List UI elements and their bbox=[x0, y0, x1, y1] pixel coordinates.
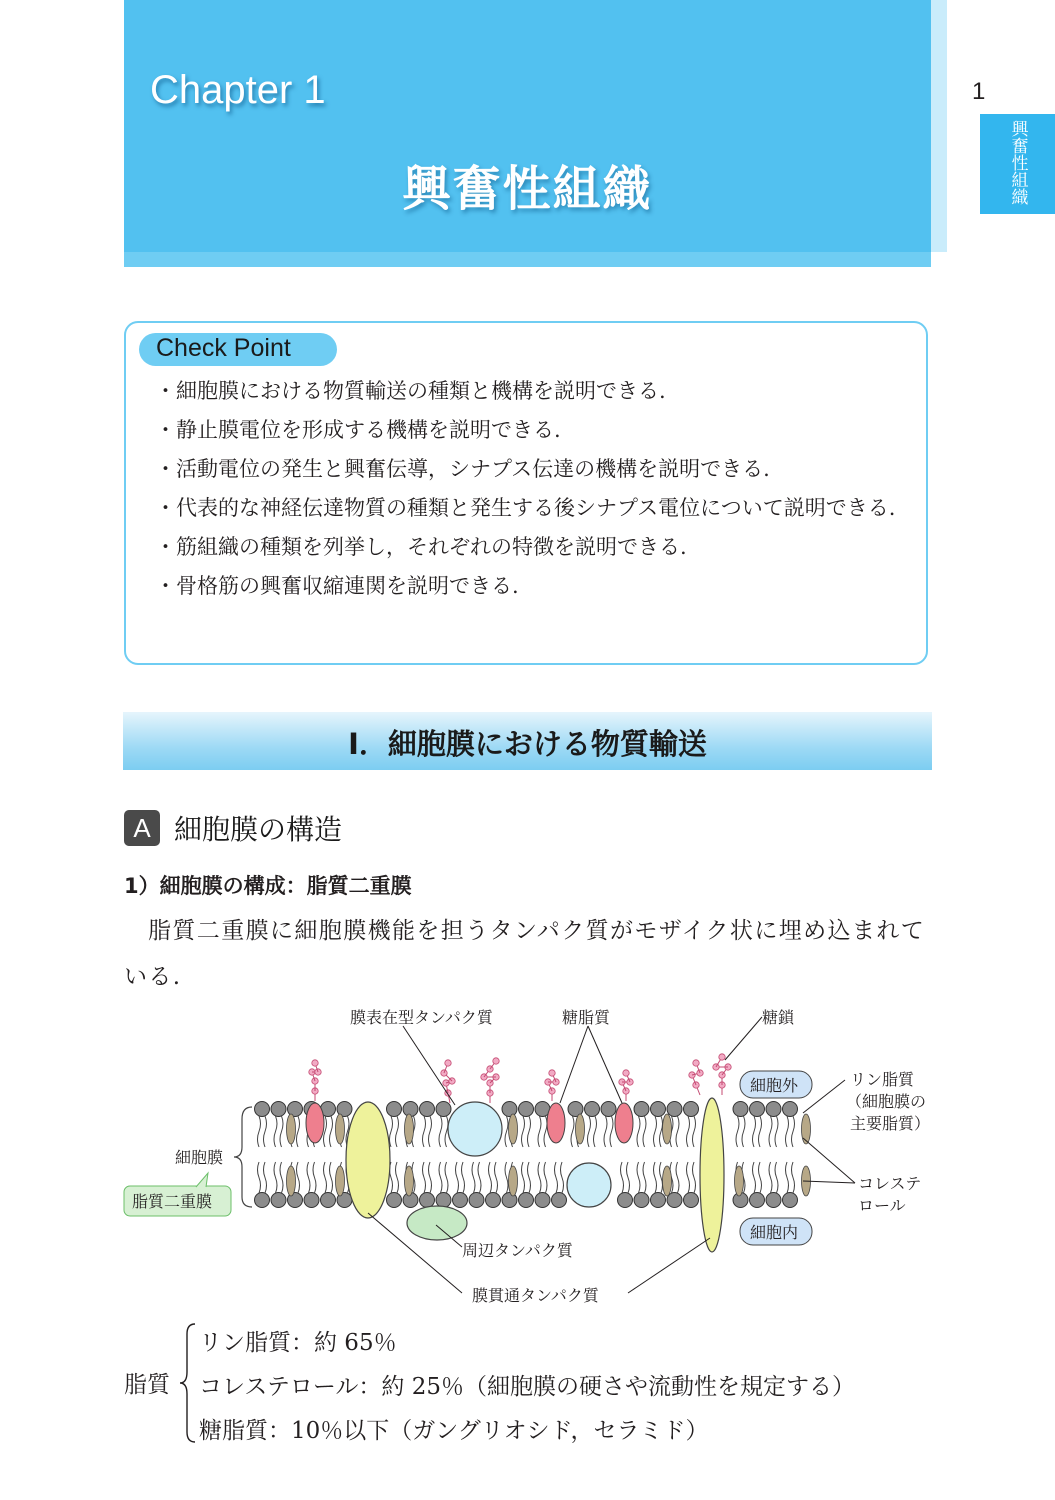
phospholipid-head bbox=[255, 1102, 270, 1117]
surface-protein-inner bbox=[567, 1163, 611, 1207]
phospholipid-head bbox=[684, 1193, 699, 1208]
phospholipid-tail bbox=[654, 1116, 657, 1147]
phospholipid-tail bbox=[495, 1162, 498, 1193]
membrane-brace bbox=[234, 1107, 252, 1207]
sugar-bead bbox=[623, 1070, 629, 1076]
cholesterol bbox=[336, 1114, 345, 1144]
phospholipid-head bbox=[733, 1102, 748, 1117]
transmembrane-protein-label: 膜貫通タンパク質 bbox=[472, 1286, 599, 1305]
phospholipid-label-2: （細胞膜の bbox=[846, 1092, 927, 1111]
peripheral-protein-label: 周辺タンパク質 bbox=[462, 1241, 573, 1260]
phospholipid-tail bbox=[775, 1116, 778, 1147]
phospholipid-tail bbox=[555, 1162, 558, 1193]
chapter-banner-edge bbox=[931, 0, 947, 252]
cholesterol bbox=[509, 1114, 518, 1144]
sugar-chains bbox=[309, 1054, 731, 1103]
leader-lines bbox=[368, 1017, 855, 1293]
phospholipid-tail bbox=[660, 1162, 663, 1193]
phospholipid-tail bbox=[307, 1162, 310, 1193]
phospholipid-head bbox=[535, 1193, 550, 1208]
phospholipid-tail bbox=[478, 1162, 481, 1193]
phospholipid-tail bbox=[280, 1162, 283, 1193]
cell-membrane-label: 細胞膜 bbox=[175, 1148, 224, 1167]
phospholipid-head bbox=[271, 1102, 286, 1117]
phospholipid-tail bbox=[637, 1162, 640, 1193]
phospholipid-tail bbox=[792, 1162, 795, 1193]
phospholipid-head bbox=[783, 1102, 798, 1117]
phospholipid-tail bbox=[324, 1162, 327, 1193]
phospholipid-tail bbox=[736, 1116, 739, 1147]
cholesterol bbox=[405, 1114, 414, 1144]
phospholipid-head bbox=[469, 1193, 484, 1208]
phospholipid-head bbox=[618, 1193, 633, 1208]
phospholipid-head bbox=[453, 1193, 468, 1208]
phospholipid-tail bbox=[654, 1162, 657, 1193]
phospholipid-tail bbox=[489, 1162, 492, 1193]
lipid-item: コレステロール：約 25％（細胞膜の硬さや流動性を規定する） bbox=[199, 1374, 855, 1400]
phospholipid-tail bbox=[693, 1116, 696, 1147]
phospholipid-tail bbox=[693, 1162, 696, 1193]
phospholipid-head bbox=[651, 1193, 666, 1208]
cholesterol bbox=[287, 1166, 296, 1196]
sugar-bead bbox=[549, 1070, 555, 1076]
phospholipid-tail bbox=[522, 1116, 525, 1147]
phospholipid-head bbox=[585, 1102, 600, 1117]
phospholipid-tail bbox=[505, 1116, 508, 1147]
side-tab bbox=[980, 114, 1055, 214]
phospholipid-tail bbox=[769, 1116, 772, 1147]
phospholipid-tail bbox=[742, 1116, 745, 1147]
check-point-item: ・筋組織の種類を列挙し，それぞれの特徴を説明できる. bbox=[155, 535, 687, 559]
phospholipid-tail bbox=[505, 1162, 508, 1193]
chapter-banner-shadow bbox=[124, 252, 931, 267]
cholesterol bbox=[735, 1166, 744, 1196]
phospholipid-head bbox=[750, 1193, 765, 1208]
phospholipid-head bbox=[634, 1193, 649, 1208]
phospholipid-tail bbox=[439, 1116, 442, 1147]
sugar-bead bbox=[493, 1058, 499, 1064]
check-point-list bbox=[155, 372, 915, 606]
phospholipid-tail bbox=[274, 1116, 277, 1147]
phospholipid-tail bbox=[660, 1116, 663, 1147]
chapter-title: 興奮性組織 bbox=[402, 161, 653, 217]
lipid-item: リン脂質：約 65％ bbox=[199, 1330, 397, 1356]
sugar-bead bbox=[445, 1060, 451, 1066]
check-point-item: ・静止膜電位を形成する機構を説明できる. bbox=[155, 418, 561, 442]
phospholipid-head bbox=[783, 1193, 798, 1208]
intracellular-label: 細胞内 bbox=[750, 1223, 799, 1242]
surface-protein-outer bbox=[448, 1102, 502, 1156]
phospholipid-head bbox=[436, 1102, 451, 1117]
glycolipid-label: 糖脂質 bbox=[562, 1008, 611, 1027]
phospholipid-tail bbox=[676, 1116, 679, 1147]
phospholipid-tail bbox=[528, 1116, 531, 1147]
phospholipid-head bbox=[502, 1102, 517, 1117]
section-title: I．細胞膜における物質輸送 bbox=[348, 727, 707, 761]
phospholipid-tail bbox=[390, 1116, 393, 1147]
sugar-bead bbox=[719, 1054, 725, 1060]
phospholipid-tail bbox=[643, 1116, 646, 1147]
phospholipid-head bbox=[519, 1102, 534, 1117]
phospholipid-head bbox=[634, 1102, 649, 1117]
phospholipid-tail bbox=[621, 1162, 624, 1193]
check-point-item: ・活動電位の発生と興奮伝導，シナプス伝達の機構を説明できる. bbox=[155, 457, 770, 481]
phospholipid-tail bbox=[522, 1162, 525, 1193]
subsubsection-title: 1）細胞膜の構成：脂質二重膜 bbox=[124, 874, 412, 898]
phospholipid-tail bbox=[258, 1162, 261, 1193]
side-tab-label: 興奮性組織 bbox=[1007, 120, 1028, 205]
phospholipid-tail bbox=[313, 1162, 316, 1193]
subsection-title: 細胞膜の構造 bbox=[174, 813, 343, 846]
phospholipid-tail bbox=[759, 1162, 762, 1193]
phospholipid-tail bbox=[297, 1162, 300, 1193]
chapter-label: Chapter 1 bbox=[150, 68, 326, 112]
phospholipid-tail bbox=[330, 1162, 333, 1193]
cholesterol bbox=[663, 1166, 672, 1196]
phospholipid-head bbox=[321, 1193, 336, 1208]
lipid-bilayer-label: 脂質二重膜 bbox=[132, 1192, 213, 1211]
surface-protein-label: 膜表在型タンパク質 bbox=[350, 1008, 493, 1027]
phospholipid-tail bbox=[429, 1116, 432, 1147]
phospholipid-head bbox=[684, 1102, 699, 1117]
phospholipid-head bbox=[552, 1193, 567, 1208]
phospholipid-tail bbox=[456, 1162, 459, 1193]
check-point-item: ・代表的な神経伝達物質の種類と発生する後シナプス電位について説明できる. bbox=[155, 496, 896, 520]
phospholipid-tail bbox=[544, 1162, 547, 1193]
phospholipid-tail bbox=[637, 1116, 640, 1147]
phospholipid-tail bbox=[396, 1116, 399, 1147]
phospholipid-tail bbox=[396, 1162, 399, 1193]
phospholipid-tail bbox=[274, 1162, 277, 1193]
phospholipid-tail bbox=[439, 1162, 442, 1193]
phospholipid-tail bbox=[528, 1162, 531, 1193]
extracellular-label: 細胞外 bbox=[750, 1076, 799, 1095]
lipid-bilayer-bubble-tail bbox=[196, 1173, 208, 1187]
phospholipid-tail bbox=[538, 1116, 541, 1147]
phospholipid-tail bbox=[561, 1162, 564, 1193]
lipid-item: 糖脂質：10％以下（ガングリオシド，セラミド） bbox=[199, 1418, 709, 1444]
phospholipid-tail bbox=[445, 1162, 448, 1193]
glycolipid bbox=[306, 1103, 324, 1143]
check-point-item: ・骨格筋の興奮収縮連関を説明できる. bbox=[155, 574, 519, 598]
phospholipid-head bbox=[387, 1193, 402, 1208]
phospholipid-tail bbox=[264, 1162, 267, 1193]
phospholipid-label: リン脂質 bbox=[850, 1070, 915, 1089]
sugar-bead bbox=[312, 1060, 318, 1066]
page-number: 1 bbox=[972, 78, 986, 105]
phospholipid-tail bbox=[330, 1116, 333, 1147]
phospholipid-tail bbox=[610, 1116, 613, 1147]
phospholipid-tail bbox=[643, 1162, 646, 1193]
phospholipid-label-3: 主要脂質） bbox=[850, 1114, 931, 1133]
phospholipid-head bbox=[486, 1193, 501, 1208]
cholesterol bbox=[509, 1166, 518, 1196]
phospholipid-tail bbox=[280, 1116, 283, 1147]
transmembrane-protein-left bbox=[346, 1102, 390, 1218]
cholesterol-label: コレステ bbox=[858, 1174, 922, 1193]
phospholipid-tail bbox=[769, 1162, 772, 1193]
phospholipid-tail bbox=[423, 1162, 426, 1193]
phospholipid-tail bbox=[786, 1116, 789, 1147]
phospholipid-head bbox=[750, 1102, 765, 1117]
cholesterol bbox=[287, 1114, 296, 1144]
phospholipid-head bbox=[766, 1102, 781, 1117]
phospholipid-head bbox=[420, 1193, 435, 1208]
phospholipid-tail bbox=[423, 1116, 426, 1147]
phospholipid-head bbox=[420, 1102, 435, 1117]
phospholipid-tail bbox=[627, 1162, 630, 1193]
phospholipid-tail bbox=[429, 1162, 432, 1193]
phospholipid-head bbox=[436, 1193, 451, 1208]
cholesterol-label-2: ロール bbox=[858, 1196, 906, 1215]
phospholipid-head bbox=[766, 1193, 781, 1208]
cell-membrane-diagram bbox=[0, 995, 1055, 1310]
check-point-label: Check Point bbox=[156, 334, 291, 362]
phospholipid-head bbox=[667, 1102, 682, 1117]
cholesterol bbox=[802, 1114, 811, 1144]
sugar-chain-label: 糖鎖 bbox=[762, 1008, 795, 1027]
sugar-bead bbox=[693, 1060, 699, 1066]
phospholipid-tail bbox=[786, 1162, 789, 1193]
phospholipid-tail bbox=[775, 1162, 778, 1193]
phospholipid-tail bbox=[472, 1162, 475, 1193]
glycolipid bbox=[615, 1103, 633, 1143]
phospholipid-tail bbox=[588, 1116, 591, 1147]
body-paragraph: 脂質二重膜に細胞膜機能を担うタンパク質がモザイク状に埋め込まれている. bbox=[124, 918, 926, 990]
phospholipid-tail bbox=[571, 1116, 574, 1147]
phospholipid-tail bbox=[462, 1162, 465, 1193]
cholesterol bbox=[663, 1114, 672, 1144]
phospholipid-tail bbox=[687, 1162, 690, 1193]
glycolipid bbox=[547, 1103, 565, 1143]
phospholipid-head bbox=[271, 1193, 286, 1208]
check-point-item: ・細胞膜における物質輸送の種類と機構を説明できる. bbox=[155, 379, 666, 403]
phospholipid-tail bbox=[604, 1116, 607, 1147]
phospholipid-tail bbox=[759, 1116, 762, 1147]
phospholipid-tail bbox=[258, 1116, 261, 1147]
phospholipid-head bbox=[304, 1193, 319, 1208]
phospholipid-tail bbox=[594, 1116, 597, 1147]
lipid-heading: 脂質 bbox=[124, 1372, 170, 1398]
phospholipid-tail bbox=[792, 1116, 795, 1147]
phospholipid-head bbox=[387, 1102, 402, 1117]
phospholipid-head bbox=[519, 1193, 534, 1208]
cholesterol bbox=[336, 1166, 345, 1196]
cholesterol bbox=[405, 1166, 414, 1196]
phospholipid-tail bbox=[676, 1162, 679, 1193]
phospholipid-tail bbox=[538, 1162, 541, 1193]
subsection-badge: A bbox=[124, 810, 160, 846]
cholesterol bbox=[576, 1114, 585, 1144]
lipid-brace bbox=[177, 1322, 199, 1444]
phospholipid-tail bbox=[753, 1162, 756, 1193]
phospholipid-tail bbox=[544, 1116, 547, 1147]
phospholipid-head bbox=[651, 1102, 666, 1117]
phospholipid-head bbox=[255, 1193, 270, 1208]
transmembrane-protein-right bbox=[700, 1098, 724, 1252]
peripheral-protein bbox=[407, 1206, 467, 1240]
phospholipid-tail bbox=[753, 1116, 756, 1147]
phospholipid-tail bbox=[264, 1116, 267, 1147]
phospholipid-head bbox=[601, 1102, 616, 1117]
phospholipid-tail bbox=[687, 1116, 690, 1147]
phospholipid-tail bbox=[297, 1116, 300, 1147]
